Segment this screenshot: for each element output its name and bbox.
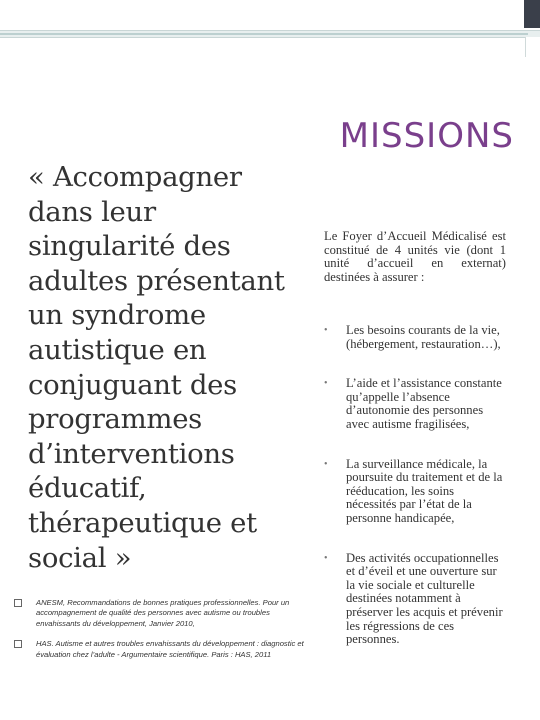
reference-item xyxy=(14,639,314,660)
mission-text: Des activités occupationnelles et d’éveil et une ouverture sur la vie sociale et culturelle destinées notamment à préserver les acquis et prévenir les régressions de ces personnes. xyxy=(346,550,503,647)
bullet-icon: • xyxy=(324,378,328,390)
bullet-icon: • xyxy=(324,552,328,564)
corner-tab xyxy=(525,37,540,57)
missions-list xyxy=(324,324,506,647)
list-item xyxy=(324,324,506,351)
slide-title: MISSIONS xyxy=(339,116,514,156)
list-item xyxy=(324,377,506,431)
header-dark-block xyxy=(524,0,540,28)
intro-text: Le Foyer d’Accueil Médicalisé est constitué de 4 unités vie (dont 1 unité d’accueil en externat) destinées à assurer : xyxy=(324,229,506,284)
reference-text: ANESM, Recommandations de bonnes pratiques professionnelles. Pour un accompagnement de qualité des personnes avec autisme ou troubles envahissants du développement, Janvier 2010, xyxy=(36,598,290,628)
mission-text: La surveillance médicale, la poursuite du traitement et de la rééducation, les soins nécessités par l’état de la personne handicapée, xyxy=(346,456,503,525)
list-item xyxy=(324,458,506,526)
square-bullet-icon xyxy=(14,599,22,607)
mission-text: L’aide et l’assistance constante qu’appelle l’absence d’autonomie des personnes avec autisme fragilisées, xyxy=(346,376,502,431)
bullet-icon: • xyxy=(324,325,328,336)
bullet-icon: • xyxy=(324,458,328,470)
list-item xyxy=(324,552,506,647)
header-band xyxy=(0,0,540,30)
references xyxy=(14,598,314,670)
header-rule xyxy=(0,30,540,38)
mission-text: Les besoins courants de la vie, (hébergement, restauration…), xyxy=(346,323,501,351)
reference-item xyxy=(14,598,314,629)
square-bullet-icon xyxy=(14,640,22,648)
mission-quote: « Accompagner dans leur singularité des adultes présentant un syndrome autistique en conjuguant des programmes d’interventions éducatif, thérapeutique et social » xyxy=(28,161,285,574)
reference-text: HAS. Autisme et autres troubles envahissants du développement : diagnostic et évaluation chez l’adulte - Argumentaire scientifique. Paris : HAS, 2011 xyxy=(36,639,304,659)
